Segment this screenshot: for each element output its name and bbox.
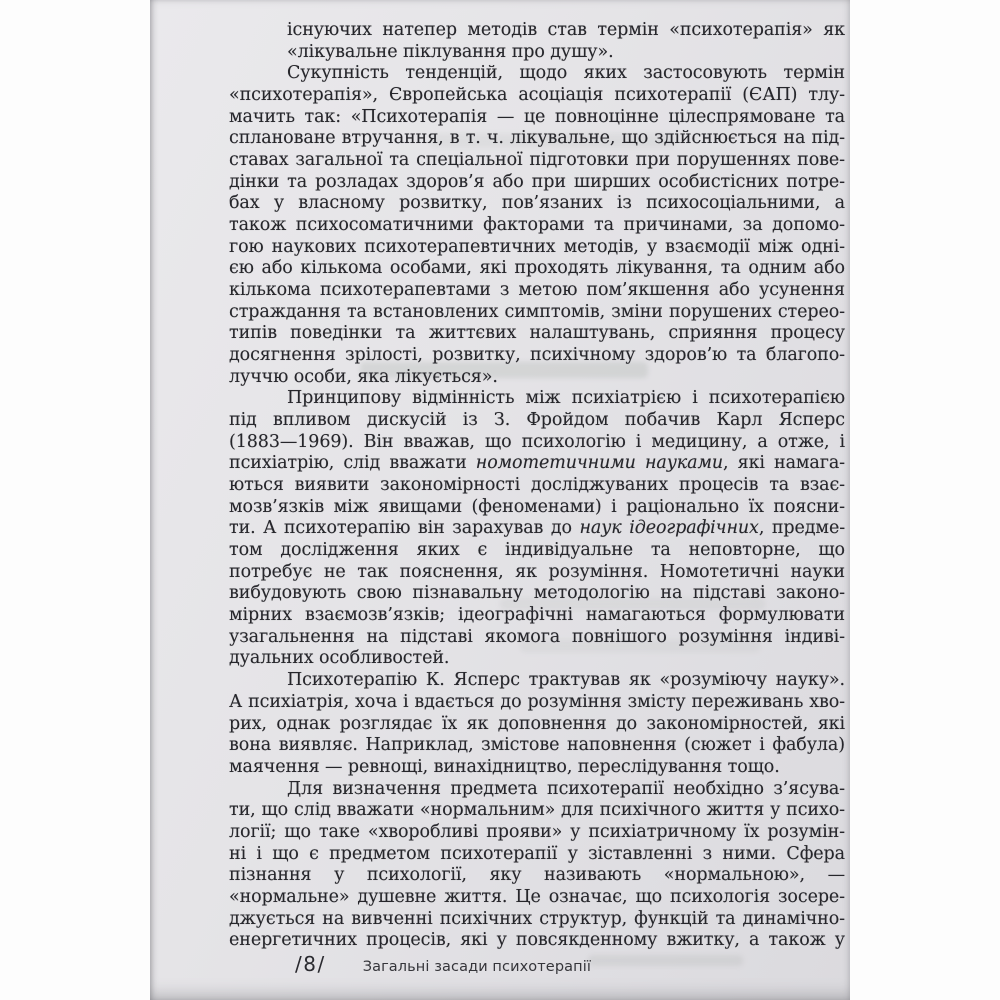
text-segment: також психосоматичними факторами та причинами, за допомо- — [229, 215, 845, 236]
text-segment: луччю особи, яка лікується». — [229, 366, 498, 387]
page-footer — [295, 952, 591, 976]
text-segment: під впливом дискусій із З. Фройдом побачив Карл Ясперс — [229, 410, 845, 431]
text-line — [229, 844, 845, 866]
text-segment: ставах загальної та спеціальної підготовки при порушеннях пове- — [229, 150, 845, 171]
text-segment: логії; що таке «хворобливі прояви» у психіатричному їх розумін- — [229, 821, 845, 842]
text-line — [229, 714, 845, 736]
text-segment: , предме- — [758, 518, 846, 539]
text-segment: вибудовують свою пізнавальну методологію на підставі законо- — [229, 583, 845, 604]
text-line — [229, 215, 845, 237]
text-line — [287, 42, 845, 64]
text-segment: том дослідження яких є індивідуальне та неповторне, що — [229, 540, 845, 561]
text-line — [229, 172, 845, 194]
text-line — [229, 410, 845, 432]
text-line — [229, 692, 845, 714]
text-line — [229, 822, 845, 844]
text-segment: дінки та розладах здоров’я або при ширших особистісних потре- — [229, 171, 845, 192]
text-line — [287, 20, 845, 42]
italic-term: номотетичними науками — [475, 453, 724, 474]
text-line — [229, 237, 845, 259]
text-segment: Психотерапію К. Ясперс трактував як «розуміючу науку». — [287, 670, 845, 691]
text-line — [229, 800, 845, 822]
text-line — [229, 583, 845, 605]
text-segment: ти, що слід вважати «нормальним» для психічного життя у психо- — [229, 800, 845, 821]
text-line — [229, 779, 845, 801]
text-segment: єю або кількома особами, які проходять лікування, та одним або — [229, 258, 845, 279]
text-segment: потребує не так пояснення, як розуміння. Номотетичні науки — [229, 561, 845, 582]
text-segment: узагальнення на підставі якомога повнішого розуміння індиві- — [229, 626, 845, 647]
text-segment: Сукупність тенденцій, щодо яких застосовують термін — [287, 63, 845, 84]
text-segment: ються виявити закономірності досліджуваних процесів та взає- — [229, 475, 845, 496]
text-line — [229, 627, 845, 649]
text-segment: досягнення зрілості, розвитку, психічному здоров’ю та благопо- — [229, 345, 845, 366]
text-segment: мачить так: «Психотерапія — це повноцінне цілеспрямоване та — [229, 106, 845, 127]
paragraph — [229, 670, 845, 778]
text-line — [229, 107, 845, 129]
text-segment: (1883—1969). Він вважав, що психологію і медицину, а отже, і — [229, 431, 845, 452]
text-segment: Для визначення предмета психотерапії необхідно з’ясува- — [287, 778, 845, 799]
text-line — [229, 670, 845, 692]
text-segment: психіатрію, слід вважати — [229, 453, 476, 474]
text-line — [229, 258, 845, 280]
paragraph — [229, 779, 845, 952]
text-segment: рих, однак розглядає їх як доповнення до закономірностей, які — [229, 713, 845, 734]
paragraph — [229, 63, 845, 388]
text-segment: Принципову відмінність між психіатрією і психотерапією — [287, 388, 845, 409]
text-line — [229, 323, 845, 345]
paragraph — [287, 20, 845, 63]
text-line — [229, 518, 845, 540]
text-segment: сплановане втручання, в т. ч. лікувальне, що здійснюється на під- — [229, 128, 845, 149]
text-segment: , які намага- — [723, 453, 845, 474]
text-line — [229, 648, 845, 670]
text-line — [229, 475, 845, 497]
text-segment: існуючих натепер методів став термін «психотерапія» як — [287, 20, 845, 40]
text-segment: енергетичних процесів, які у повсякденному вжитку, а також у — [229, 930, 845, 951]
text-line — [229, 887, 845, 909]
text-line — [229, 63, 845, 85]
text-line — [229, 865, 845, 887]
text-line — [229, 150, 845, 172]
text-segment: типів поведінки та життєвих налаштувань, сприяння процесу — [229, 323, 845, 344]
text-segment: дуальних особливостей. — [229, 648, 450, 669]
italic-term: наук ідеографічних — [579, 518, 759, 539]
text-segment: мозв’язків між явищами (феноменами) і раціонально їх поясни- — [229, 496, 845, 517]
text-line — [229, 909, 845, 931]
text-line — [229, 497, 845, 519]
text-segment: «лікувальне піклування про душу». — [287, 41, 614, 62]
text-segment: «нормальне» душевне життя. Це означає, що психологія зосере- — [229, 886, 845, 907]
text-block — [229, 20, 845, 952]
text-line — [229, 540, 845, 562]
text-segment: бах у власному розвитку, пов’язаних із психосоціальними, а — [229, 193, 845, 214]
running-title: Загальні засади психотерапії — [362, 959, 591, 975]
text-line — [229, 735, 845, 757]
text-line — [229, 453, 845, 475]
text-line — [229, 280, 845, 302]
text-segment: маячення — ревнощі, винахідництво, переслідування тощо. — [229, 756, 780, 777]
text-line — [229, 193, 845, 215]
text-segment: страждання та встановлених симптомів, зміни порушених стерео- — [229, 301, 845, 322]
text-line — [229, 85, 845, 107]
text-segment: вона виявляє. Наприклад, змістове наповнення (сюжет і фабула) — [229, 735, 845, 756]
text-segment: ти. А психотерапію він зарахував до — [229, 518, 580, 539]
text-line — [229, 930, 845, 952]
text-line — [229, 302, 845, 324]
text-line — [229, 757, 845, 779]
text-segment: джується на вивченні психічних структур, функцій та динамічно- — [229, 908, 845, 929]
paragraph — [229, 388, 845, 670]
text-segment: пізнання у психології, яку називають «нормальною», — — [229, 865, 845, 886]
page-showthrough-smudge — [588, 955, 743, 966]
text-segment: ні і що є предметом психотерапії у зіставленні з ними. Сфера — [229, 843, 845, 864]
text-line — [229, 562, 845, 584]
text-line — [229, 345, 845, 367]
text-segment: кількома психотерапевтами з метою пом’якшення або усунення — [229, 280, 845, 301]
text-segment: А психіатрія, хоча і вдається до розуміння змісту переживань хво- — [229, 691, 845, 712]
text-segment: «психотерапія», Європейська асоціація психотерапії (ЄАП) тлу- — [229, 85, 845, 106]
text-line — [229, 432, 845, 454]
text-line — [229, 605, 845, 627]
text-line — [229, 128, 845, 150]
book-page — [150, 0, 850, 1000]
text-segment: гою наукових психотерапевтичних методів, у взаємодії між одні- — [229, 236, 845, 257]
text-line — [229, 388, 845, 410]
text-line — [229, 367, 845, 389]
page-number: /8/ — [295, 952, 326, 976]
text-segment: мірних взаємозв’язків; ідеографічні намагаються формулювати — [229, 605, 845, 626]
